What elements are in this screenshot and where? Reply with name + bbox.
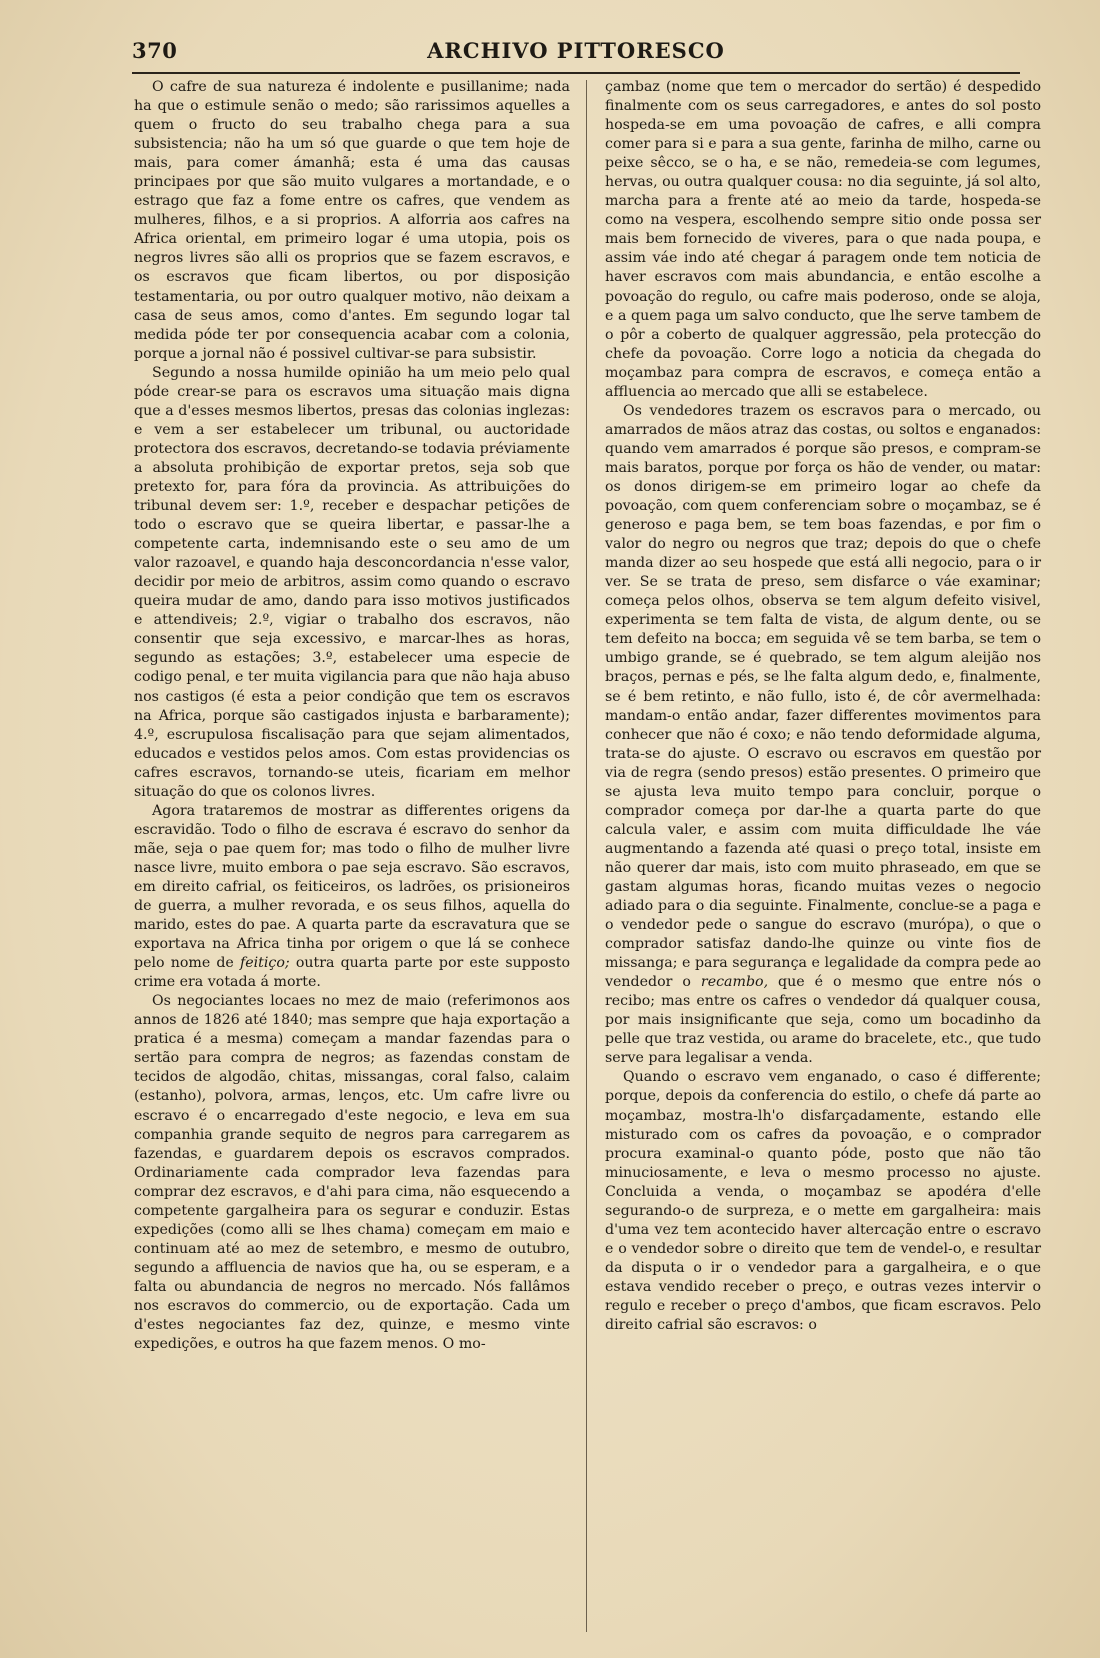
paragraph: Os negociantes locaes no mez de maio (referimonos aos annos de 1826 até 1840; mas sempre que haja exportação a pratica é a mesma) começam a mandar fazendas para o sertão para compra de negros; as fazendas constam de tecidos de algodão, chitas, missangas, coral falso, calaim (estanho), polvora, armas, lenços, etc. Um cafre livre ou escravo é o encarregado d'este negocio, e leva em sua companhia grande sequito de negros para carregarem as fazendas, e guardarem depois os escravos comprados. Ordinariamente cada comprador leva fazendas para comprar dez escravos, e d'ahi para cima, não esquecendo a competente gargalheira para os segurar e conduzir. Estas expedições (como alli se lhes chama) começam em maio e continuam até ao mez de setembro, e mesmo de outubro, segundo a affluencia de navios que ha, ou se esperam, e a falta ou abundancia de negros no mercado. Nós fallâmos nos escravos do commercio, ou de exportação. Cada um d'estes negociantes faz dez, quinze, e mesmo vinte expedições, e outros ha que fazem menos. O mo- (134, 993, 570, 1353)
paragraph: çambaz (nome que tem o mercador do sertão) é despedido finalmente com os seus carregadores, e antes do sol posto hospeda-se em uma povoação de cafres, e alli compra comer para si e para a sua gente, farinha de milho, carne ou peixe sêcco, se o ha, e se não, remedeia-se com legumes, hervas, ou outra qualquer cousa: no dia seguinte, já sol alto, marcha para a frente até ao meio da tarde, hospeda-se como na vespera, escolhendo sempre sitio onde possa ser mais bem fornecido de viveres, para o que nada poupa, e assim váe indo até chegar á paragem onde tem noticia de haver escravos com mais abundancia, e então escolhe a povoação do regulo, ou cafre mais poderoso, onde se aloja, e a quem paga um salvo conducto, que lhe serve tambem de o pôr a coberto de qualquer aggressão, pela protecção do chefe da povoação. Corre logo a noticia da chegada do moçambaz para compra de escravos, e começa então a affluencia ao mercado que alli se estabelece. (605, 79, 1041, 400)
paragraph (605, 402, 1041, 1069)
running-title: ARCHIVO PITTORESCO (427, 38, 725, 63)
paragraph: Segundo a nossa humilde opinião ha um meio pelo qual póde crear-se para os escravos uma situação mais digna que a d'esses mesmos libertos, presas das colonias inglezas: e vem a ser estabelecer um tribunal, ou auctoridade protectora dos escravos, decretando-se todavia préviamente a absoluta prohibição de exportar pretos, seja sob que pretexto for, para fóra da provincia. As attribuições do tribunal devem ser: 1.º, receber e despachar petições de todo o escravo que se queira libertar, e passar-lhe a competente carta, indemnisando este o seu amo de um valor razoavel, e quando haja desconcordancia n'esse valor, decidir por meio de arbitros, assim como quando o escravo queira mudar de amo, dando para isso motivos justificados e attendiveis; 2.º, vigiar o trabalho dos escravos, não consentir que seja excessivo, e marcar-lhes as horas, segundo as estações; 3.º, estabelecer uma especie de codigo penal, e ter muita vigilancia para que não haja abuso nos castigos (é esta a peior condição que tem os escravos na Africa, porque são castigados injusta e barbaramente); 4.º, escrupulosa fiscalisação para que sejam alimentados, educados e vestidos pelos amos. Com estas providencias os cafres escravos, tornando-se uteis, ficariam em melhor situação do que os colonos livres. (134, 364, 570, 800)
paragraph: Quando o escravo vem enganado, o caso é differente; porque, depois da conferencia do estilo, o chefe dá parte ao moçambaz, mostra-lh'o disfarçadamente, estando elle misturado com os cafres da povoação, e o comprador procura examinal-o quanto póde, posto que não tão minuciosamente, e leva o mesmo processo no ajuste. Concluida a venda, o moçambaz se apodéra d'elle segurando-o de surpreza, e o mette em gargalheira: mais d'uma vez tem acontecido haver altercação entre o escravo e o vendedor sobre o direito que tem de vendel-o, e resultar da disputa o ir o vendedor para a gargalheira, e o que estava vendido receber o preço, e outras vezes intervir o regulo e receber o preço d'ambos, que ficam escravos. Pelo direito cafrial são escravos: o (605, 1069, 1041, 1334)
page-header (132, 38, 1020, 74)
paragraph (134, 802, 570, 992)
page-number: 370 (132, 38, 178, 63)
paragraph-text: que é o mesmo que entre nós o recibo; mas entre os cafres o vendedor dá qualquer cousa, por mais insignificante que seja, como um bocadinho da pelle que traz vestida, ou arame do bracelete, etc., que tudo serve para legalisar a venda. (605, 974, 1041, 1067)
paragraph-text: Agora trataremos de mostrar as differentes origens da escravidão. Todo o filho de escrava é escravo do senhor da mãe, seja o pae quem for; mas todo o filho de mulher livre nasce livre, muito embora o pae seja escravo. São escravos, em direito cafrial, os feiticeiros, os ladrões, os prisioneiros de guerra, a mulher revorada, e os seus filhos, aquella do marido, estes do pae. A quarta parte da escravatura que se exportava na Africa tinha por origem o que lá se conhece pelo nome de (134, 802, 570, 972)
emphasis-text: feitiço; (239, 955, 290, 972)
paragraph: O cafre de sua natureza é indolente e pusillanime; nada ha que o estimule senão o medo; são rarissimos aquelles a quem o fructo do seu trabalho chega para a sua subsistencia; não ha um só que guarde o que tem hoje de mais, para comer ámanhã; esta é uma das causas principaes por que são muito vulgares a mortandade, e o estrago que faz a fome entre os cafres, que vendem as mulheres, filhos, e a si proprios. A alforria aos cafres na Africa oriental, em primeiro logar é uma utopia, pois os negros livres são alli os proprios que se fazem escravos, e os escravos que ficam libertos, ou por disposição testamentaria, ou por outro qualquer motivo, não deixam a casa de seus amos, como d'antes. Em segundo logar tal medida póde ter por consequencia acabar com a colonia, porque a jornal não é possivel cultivar-se para subsistir. (134, 79, 570, 362)
emphasis-text: recambo, (700, 974, 769, 991)
paragraph-text: Os vendedores trazem os escravos para o mercado, ou amarrados de mãos atraz das costas, ou soltos e enganados: quando vem amarrados é porque são presos, e compram-se mais baratos, porque por força os hão de vender, ou matar: os donos dirigem-se em primeiro logar ao chefe da povoação, com quem conferenciam sobre o moçambaz, se é generoso e paga bem, se tem boas fazendas, e por fim o valor do negro ou negros que traz; depois do que o chefe manda dizer ao seu hospede que está alli negocio, para o ir ver. Se se trata de preso, sem disfarce o váe examinar; começa pelos olhos, observa se tem algum defeito visivel, experimenta se tem falta de vista, de algum dente, ou se tem defeito na bocca; em seguida vê se tem barba, se tem o umbigo grande, se é quebrado, se tem algum aleijão nos braços, pernas e pés, se lhe falta algum dedo, e, finalmente, se é bem retinto, e não fullo, isto é, de côr avermelhada: mandam-o então andar, fazer differentes movimentos para conhecer que não é coxo; e não tendo deformidade alguma, trata-se do ajuste. O escravo ou escravos em questão por via de regra (sendo presos) estão presentes. O primeiro que se ajusta leva muito tempo para concluir, porque o comprador começa por dar-lhe a quarta parte do que calcula valer, e assim com muita difficuldade lhe váe augmentando a fazenda até quasi o preço total, insiste em não querer dar mais, isto com muito phraseado, em que se gastam algumas horas, ficando muitas vezes o negocio adiado para o dia seguinte. Finalmente, conclue-se a paga e o vendedor pede o sangue do escravo (murópa), o que o comprador satisfaz dando-lhe quinze ou vinte fios de missanga; e para segurança e legalidade da compra pede ao vendedor o (605, 402, 1041, 991)
paragraph-text: outra quarta parte por este supposto crime era votada á morte. (134, 955, 570, 991)
column-divider (586, 80, 587, 1632)
right-column (605, 78, 1041, 1638)
left-column (134, 78, 570, 1638)
